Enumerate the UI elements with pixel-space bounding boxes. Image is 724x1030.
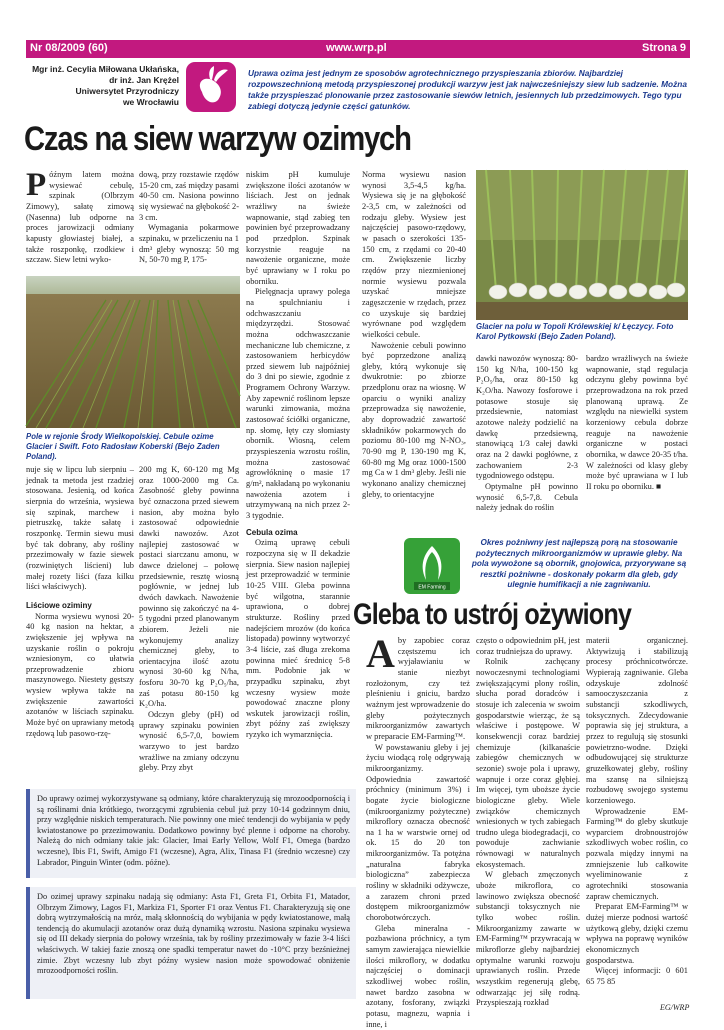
info-box-spinach-varieties	[26, 887, 356, 999]
text-column	[139, 465, 239, 774]
signature: EG/WRP	[660, 1003, 690, 1012]
paragraph: Rolnik zachęcany nowoczesnymi technologiami zwiększającymi plony roślin, słucha porad doradców i stosuje ich zalecenia w swoim gospodarstwie wierząc, że są właściwe i postępowe. W konsekwencji coraz bardziej chemizuje (kilkanaście zabiegów chemicznych w sezonie) swoje pola i uprawy, wapnuje i orze coraz głębiej. Im więcej, tym uboższe życie biologiczne gleby. Wiele związków chemicznych wniesionych w tych zabiegach trudno ulega biodegradacji, co powoduje zachwianie równowagi w naturalnych ekosystemach.	[476, 657, 580, 869]
paragraph: Optymalne pH powinno wynosić 6,5-7,8. Cebula należy jednak do roślin	[476, 481, 578, 513]
paragraph: Gleba mineralna - pozbawiona próchnicy, a tym samym zawierająca niewielkie ilości mikroflory, w dodatku najczęściej o dominacji szkodliwej wobec roślin, nawet bardzo zasobna w azotany, fosforany, związki potasu, magnezu, wapnia i inne, i	[366, 923, 470, 1029]
paragraph: niskim pH kumuluje zwiększone ilości azotanów w liściach. Jest on jednak wrażliwy na świeże wapnowanie, stąd zabieg ten powinien być przeprowadzany pod przedplon. Szpinak korzystnie reaguje na nawożenie organiczne, może być uprawiany w I roku po oborniku.	[246, 170, 350, 286]
section-heading: Liściowe oziminy	[26, 600, 92, 610]
text-column	[586, 636, 688, 988]
text-column	[586, 354, 688, 493]
glacier-onions-photo	[476, 170, 688, 320]
paragraph: Norma wysiewu nasion wynosi 3,5-4,5 kg/ha. Wysiewa się je na głębokość 2-3,5 cm, w zależności od rodzaju gleby. Wysiew jest najczęściej pasowo-rzędowy, w pasach o szerokości 135-150 cm, z rzędami co 20-40 cm. Zwiększenie liczby rzędów przy niezmienionej normie wysiewu pozwala uzyskać mniejsze zagęszczenie w rzędach, przez co uzyskuje się bardziej wyrównane pod względem wielkości cebule.	[362, 170, 466, 339]
article2-intro: Okres pożniwny jest najlepszą porą na stosowanie pożytecznych mikroorganizmów w uprawie gleby. Na pola wywożone są obornik, gnojowica, przyorywane są resztki pożniwne - doskonały pokarm dla gleb, gdy ulegnie humifikacji a nie zagniwaniu.	[471, 538, 687, 590]
paragraph: W powstawaniu gleby i jej życiu wiodącą rolę odgrywają mikroorganizmy. Odpowiednia zawartość próchnicy (minimum 3%) i bogate życie biologiczne (mikroorganizmy pożyteczne) mikroflory oznacza obecność na 1 ha w warstwie ornej od ok. 15 do 20 ton mikroorganizmów. Ta potężna „naturalna fabryka biologiczna” zabezpiecza rośliny w składniki odżywcze, a zarazem chroni przed dostępem mikroorganizmów chorobotwórczych.	[366, 742, 470, 923]
text-column	[476, 354, 578, 514]
text-column	[246, 170, 350, 741]
paragraph: nuje się w lipcu lub sierpniu – jednak ta metoda jest rzadziej stosowana. Jesienią, od końca sierpnia do września, wysiewa się szpinak, marchew i pietruszkę, także sałatę i roszponkę. Termin siewu musi być tak dobrany, aby rośliny przezimowały w fazie siewek (rozwiniętych liścieni) lub małej rozety liści (faza kilku liści właściwych).	[26, 465, 134, 592]
issue-number: Nr 08/2009 (60)	[30, 42, 108, 54]
author-line: Uniwersytet Przyrodniczy	[75, 86, 179, 96]
author-line: we Wrocławiu	[122, 97, 179, 107]
text-column	[26, 167, 134, 266]
paragraph: Do uprawy ozimej wykorzystywane są odmiany, które charakteryzują się mrozoodpornością i są roślinami dnia krótkiego, tworzącymi zgrubienia cebul już przy 10-14 godzinnym dniu, przy względnie niskich temperaturach. Nie powinny one mieć tendencji do wybijania w pędy kwiatostanowe po przezimowaniu. Dodatkowo powinny być plenne i odporne na choroby. Należą do nich odmiany takie jak: Glacier, Imai Early Yellow, Wolf F1, Omega (bardzo wczesne), Ibis F1, Swift, Amigo F1 (wczesne), Agra, Alix, Tinasa F1 (średnio wczesne) czy Labrador, Pinguin Winter (odm. późne).	[37, 794, 350, 867]
article2-title: Gleba to ustrój ożywiony	[353, 598, 632, 631]
paragraph: dową, przy rozstawie rzędów 15-20 cm, zaś między pasami 40-50 cm. Nasiona powinno się wysiewać na głębokość 2-3 cm.	[139, 170, 239, 222]
text-column	[476, 636, 580, 1009]
paragraph: by zapobiec coraz częstszemu ich wyjaławianiu w stanie niezbyt rozłożonym, czy też pleśnieniu i gniciu, bardzo ważnym jest wprowadzenie do gleby pożytecznych mikroorganizmów zawartych w preparacie EM-Farming™.	[366, 636, 470, 741]
em-farming-logo-icon	[404, 538, 460, 594]
author-line: Mgr inż. Cecylia Miłowana Ukłańska,	[32, 64, 179, 74]
paragraph: Odczyn gleby (pH) od uprawy szpinaku powinien wynosić 6,5-7,0, bowiem warzywo to jest bardzo wrażliwe na zmiany odczynu gleby. Przy zbyt	[139, 710, 239, 773]
paragraph: Pielęgnacja uprawy polega na spulchnianiu i odchwaszczaniu międzyrzędzi. Stosować można odchwaszczanie mechaniczne lub chemiczne, z zastosowaniem herbicydów przed siewem lub najpóźniej do 3 dni po siewie, zgodnie z Programem Ochrony Warzyw. Aby zapewnić roślinom lepsze warunki zimowania, można zastosować ściółki organiczne, np. słomę, łęty czy słomiasty obornik. Wiosną, celem przyspieszenia wzrostu roślin, można zastosować agrowłókninę o masie 17 g/m², nakładaną po wykonaniu nawożenia azotem i utrzymywaną na nich przez 2-3 tygodnie.	[246, 287, 350, 520]
header-bar	[26, 40, 690, 58]
vegetable-logo-icon	[186, 62, 236, 112]
page-number: Strona 9	[641, 42, 686, 54]
text-column	[139, 170, 239, 266]
paragraph: Norma wysiewu wynosi 20-40 kg nasion na hektar, a zwiększenie jej wpływa na uzyskanie roślin o pokroju wzniesionym, co ułatwia przeprowadzenie zbioru maszynowego. Niestety gęstszy wysiew wpływa także na zwiększenie zawartości azotanów w liściach szpinaku. Może być on uprawiany metodą rzędową lub pasowo-rzę-	[26, 611, 134, 738]
paragraph: óźnym latem można wysiewać cebulę, szpinak (Olbrzym Zimowy), sałatę zimową (Nasenna) lub odporne na proces jarowizacji odmiany kapusty głowiastej białej, a także roszponkę, rzodkiew i szczaw. Siew letni wyko-	[26, 170, 134, 265]
info-box-onion-varieties	[26, 789, 356, 878]
paragraph: Nawożenie cebuli powinno być poprzedzone analizą gleby, którą wykonuje się dwukrotnie: po zbiorze przedplonu oraz na wiosnę. W oparciu o wyniki analizy przeprowadza się nawożenie, aby doprowadzić zawartość składników pokarmowych do poziomu 80-100 mg N-NO₃, 70-90 mg P, 130-190 mg K, 60-80 mg Mg oraz 1000-1500 mg Ca w 1 dm³ gleby. Jeśli nie wykonano analizy chemicznej gleby, to orientacyjne	[362, 340, 466, 499]
paragraph: Do ozimej uprawy szpinaku nadają się odmiany: Asta F1, Greta F1, Orbita F1, Matador, Olbrzym Zimowy, Lagos F1, Markiza F1, Sporter F1 oraz Ventus F1. Charakteryzują się one dobrą wytrzymałością na mróz, małą skłonnością do wybijania w pędy kwiatostanowe, małą tendencją do akumulacji azotanów oraz dużą dynamiką wzrostu. Nasiona szpinaku wysiewa się od III dekady sierpnia do połowy września, tak by rośliny przezimowały w fazie 3-4 liści właściwych. W takiej fazie znoszą one spadki temperatur nawet do -10°C przy bezśnieżnej zimie. Zbyt wczesny lub zbyt późny wysiew nasion może spowodować obniżenie mrozoodporności roślin.	[37, 892, 350, 976]
photo-caption: Glacier na polu w Topoli Królewskiej k/ Łęczycy. Foto Karol Pytkowski (Bejo Zaden Poland).	[476, 322, 674, 341]
onion-field-photo	[26, 276, 240, 428]
drop-cap: A	[366, 631, 395, 676]
paragraph: Wprowadzenie EM-Farming™ do gleby skutkuje wyparciem drobnoustrojów szkodliwych wobec roślin, co pozwala między innymi na zmniejszenie lub całkowite wyeliminowanie z agrotechniki stosowania zapraw chemicznych.	[586, 806, 688, 901]
site-link[interactable]: www.wrp.pl	[326, 42, 387, 54]
paragraph: 200 mg K, 60-120 mg Mg oraz 1000-2000 mg Ca. Zasobność gleby powinna być oznaczona przed siewem nasion, aby można było zastosować odpowiednie dawki nawozów. Azot najlepiej zastosować w postaci siarczanu amonu, w dawce dzielonej – połowę przedsiewnie, resztę wiosną pogłównie, w jednej lub dwóch dawkach. Nawożenie powinno się zakończyć na 4-5 tygodni przed planowanym zbiorem. Jeżeli nie wykonujemy analizy chemicznej gleby, to orientacyjna ilość azotu wynosi 30-60 kg N/ha, fosforu 30-70 kg P₂O₅/ha, zaś potasu 80-150 kg K₂O/ha.	[139, 465, 239, 709]
paragraph: dawki nawozów wynoszą: 80-150 kg N/ha, 100-150 kg P₂O₅/ha, oraz 80-150 kg K₂O/ha. Nawozy fosforowe i potasowe stosuje się przedsiewnie, natomiast azotowe należy podzielić na dawkę przedsiewną, stanowiącą 1/3 całej dawki oraz na 2 dawki pogłówne, z zachowaniem 2-3 tygodniowego odstępu.	[476, 354, 578, 481]
paragraph: Wymagania pokarmowe szpinaku, w przeliczeniu na 1 dm³ gleby wynoszą: 50 mg N, 50-70 mg P, 175-	[139, 223, 239, 265]
logo-text: EM Farming	[418, 584, 446, 591]
paragraph: Więcej informacji: 0 601 65 75 85	[586, 966, 688, 986]
paragraph: Ozimą uprawę cebuli rozpoczyna się w II dekadzie sierpnia. Siew nasion najlepiej jest przeprowadzić w terminie 10-25 VIII. Gleba powinna być wilgotna, starannie uprawiona, o dobrej strukturze. Rośliny przed nadejściem mrozów (do końca listopada) powinny wytworzyć 3-4 liście, zaś długa zrekoma powinna mieć średnicę 5-8 mm. Podobnie jak w przypadku szpinaku, zbyt wczesny wysiew może powodować znaczne plony wskutek jarowizacji roślin, zbyt późny zaś zwiększy ryzyko ich wymarznięcia.	[246, 538, 350, 740]
authors	[26, 64, 179, 108]
drop-cap: P	[26, 167, 47, 203]
photo-caption: Pole w rejonie Środy Wielkopolskiej. Cebule ozime Glacier i Swift. Foto Radosław Koberski (Bejo Zaden Poland).	[26, 432, 220, 461]
paragraph: W glebach zmęczonych uboże mikroflora, co lawinowo zwiększa obecność substancji toksycznych nie tylko wobec roślin. Mikroorganizmy zawarte w EM-Farming™ przywracają w mikroflorze gleby najbardziej optymalne warunki rozwoju uprawianych roślin. Przede wszystkim regenerują glebę, odtwarzając jej siłę rodną. Przyspieszają rozkład	[476, 870, 580, 1008]
text-column	[362, 170, 466, 500]
paragraph: Preparat EM-Farming™ w dużej mierze podnosi wartość użytkową gleby, dzięki czemu wpływa na poprawę wyników ekonomicznych gospodarstwa.	[586, 902, 688, 965]
paragraph: materii organicznej. Aktywizują i stabilizują procesy próchnicotwórcze. Wypierają zagniwanie. Gleba odzyskuje zdolność samooczyszczania z substancji szkodliwych, toksycznych. Zdecydowanie poprawia się jej struktura, a przez to regulują się stosunki powietrzno-wodne. Dzięki odbudowującej się strukturze gruzełkowatej gleby, rośliny ma szansę na silniejszą rozbudowę swojego systemu korzeniowego.	[586, 636, 688, 805]
paragraph: bardzo wrażliwych na świeże wapnowanie, stąd regulacja odczynu gleby powinna być przeprowadzona na rok przed planowaną uprawą. Ze względu na niewielki system korzeniowy cebula dobrze reaguje na nawożenie organiczne w postaci obornika, w dawce 20-35 t/ha. W zależności od klasy gleby może być uprawiana w I lub II roku po oborniku. ■	[586, 354, 688, 491]
article-title: Czas na siew warzyw ozimych	[24, 120, 411, 158]
article-intro: Uprawa ozima jest jednym ze sposobów agrotechnicznego przyspieszania zbiorów. Najbardziej rozpowszechnioną metodą przyspieszonej produkcji warzyw jest jak najwcześniejszy siew lub sadzenie. Można także przyspieszać plonowanie przez zastosowanie siewów letnich, jesiennych lub przedzimowych. Tego typu zabiegi dotyczą jedynie części gatunków.	[248, 68, 687, 111]
section-heading: Cebula ozima	[246, 527, 298, 537]
text-column	[366, 631, 470, 1030]
text-column	[26, 465, 134, 739]
author-line: dr inż. Jan Krężel	[109, 75, 179, 85]
paragraph: często o odpowiednim pH, jest coraz trudniejsza do uprawy.	[476, 636, 580, 656]
